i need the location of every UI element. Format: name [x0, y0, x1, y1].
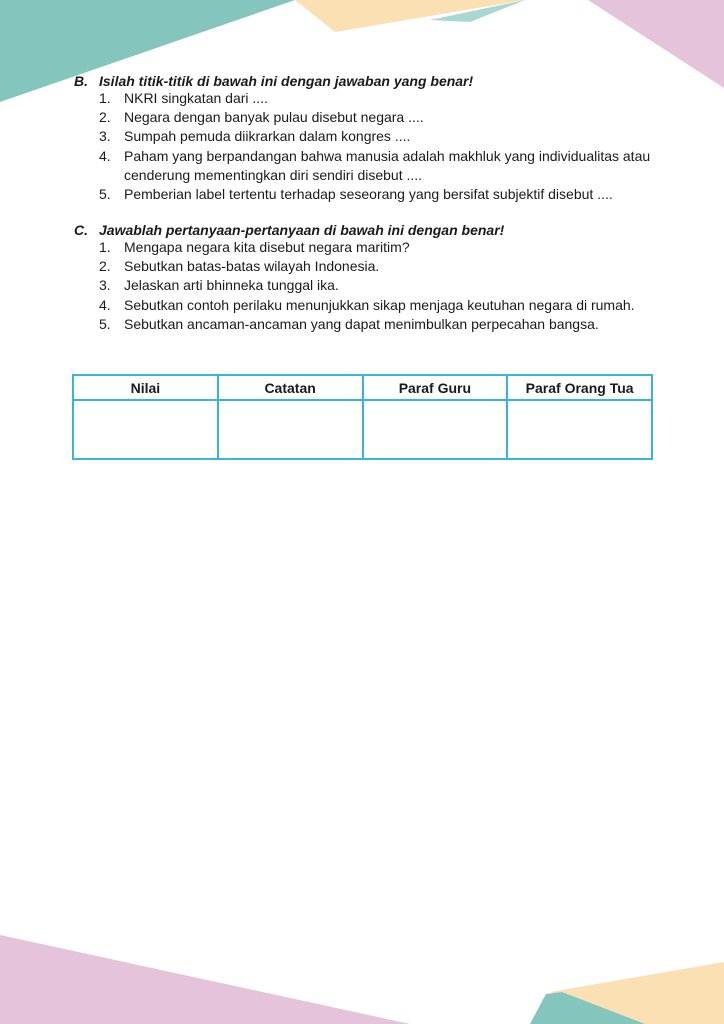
list-item: [74, 127, 654, 146]
section-c-letter: C.: [74, 222, 88, 238]
grade-table-header-row: [73, 375, 652, 400]
section-b-instruction: Isilah titik-titik di bawah ini dengan jawaban yang benar!: [99, 73, 474, 89]
list-item: [74, 147, 654, 185]
item-number: 3.: [99, 128, 111, 145]
section-c-list: [74, 238, 654, 334]
item-number: 2.: [99, 109, 111, 126]
header-catatan: Catatan: [218, 375, 363, 400]
item-number: 1.: [99, 90, 111, 106]
item-text: Jelaskan arti bhinneka tunggal ika.: [124, 277, 339, 294]
section-c-instruction: Jawablah pertanyaan-pertanyaan di bawah ini dengan benar!: [99, 222, 505, 238]
header-nilai: Nilai: [73, 375, 218, 400]
list-item: [74, 185, 654, 204]
section-b-letter: B.: [74, 73, 88, 89]
header-paraf-guru: Paraf Guru: [363, 375, 508, 400]
grade-table-row: [73, 400, 652, 459]
item-text: NKRI singkatan dari ....: [124, 90, 268, 106]
list-item: [74, 276, 654, 295]
catatan-cell[interactable]: [218, 400, 363, 459]
item-number: 1.: [99, 239, 111, 255]
item-number: 5.: [99, 186, 111, 203]
list-item: [74, 108, 654, 127]
bottom-left-pink-shape: [0, 935, 410, 1024]
item-number: 5.: [99, 315, 111, 332]
list-item: [74, 89, 654, 108]
item-text: Sebutkan ancaman-ancaman yang dapat menimbulkan perpecahan bangsa.: [124, 315, 599, 332]
item-text: Paham yang berpandangan bahwa manusia adalah makhluk yang individualitas atau cenderung mementingkan diri sendiri disebut ....: [124, 147, 651, 183]
item-text: Sumpah pemuda diikrarkan dalam kongres ....: [124, 128, 411, 145]
list-item: [74, 257, 654, 276]
item-text: Pemberian label tertentu terhadap seseorang yang bersifat subjektif disebut ....: [124, 186, 613, 203]
item-text: Sebutkan contoh perilaku menunjukkan sikap menjaga keutuhan negara di rumah.: [124, 296, 635, 313]
item-number: 2.: [99, 258, 111, 275]
item-text: Negara dengan banyak pulau disebut negara ....: [124, 109, 424, 126]
item-text: Mengapa negara kita disebut negara maritim?: [124, 239, 410, 255]
item-text: Sebutkan batas-batas wilayah Indonesia.: [124, 258, 380, 275]
section-b-heading: [74, 72, 473, 90]
item-number: 4.: [99, 147, 111, 164]
item-number: 4.: [99, 296, 111, 313]
section-b-list: [74, 89, 654, 204]
list-item: [74, 296, 654, 315]
top-right-pink-shape: [588, 0, 724, 88]
item-number: 3.: [99, 277, 111, 294]
section-c-heading: [74, 221, 504, 239]
paraf-orang-tua-cell[interactable]: [507, 400, 652, 459]
top-peach-shape: [295, 0, 525, 32]
nilai-cell[interactable]: [73, 400, 218, 459]
list-item: [74, 238, 654, 257]
list-item: [74, 315, 654, 334]
grade-table: [72, 374, 653, 460]
header-paraf-orang-tua: Paraf Orang Tua: [507, 375, 652, 400]
paraf-guru-cell[interactable]: [363, 400, 508, 459]
